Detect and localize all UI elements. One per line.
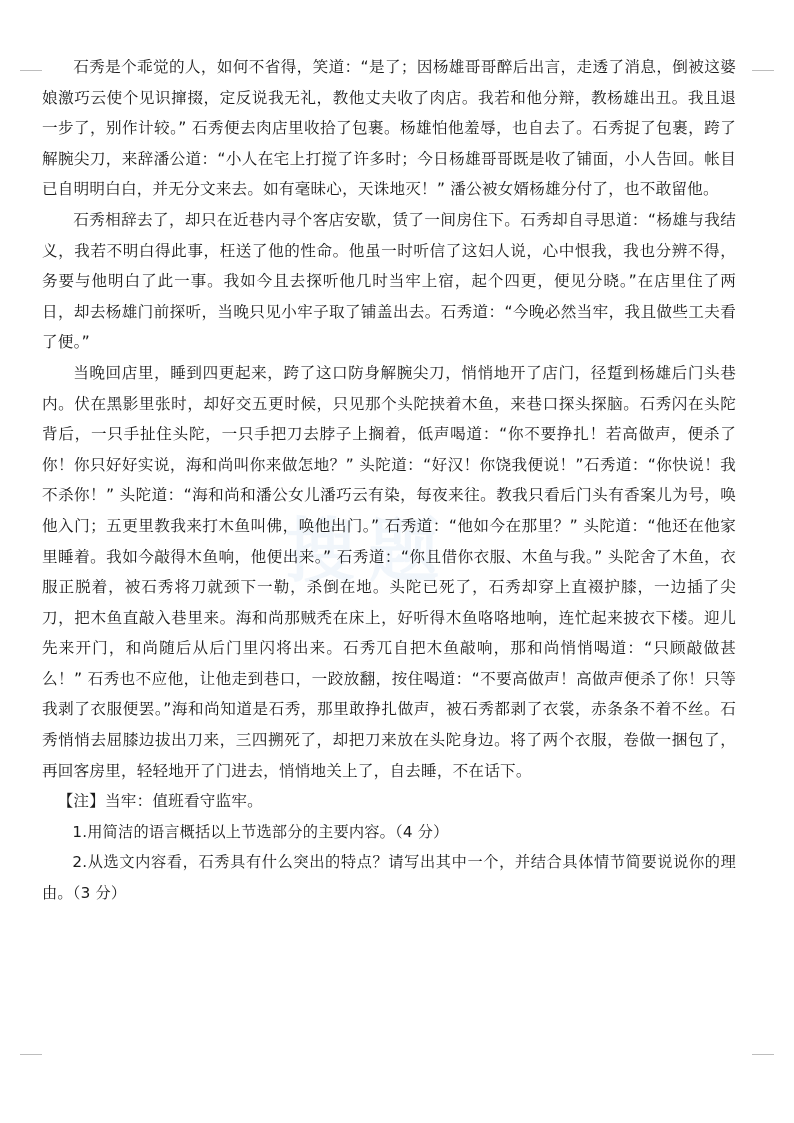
corner-mark-top-left [20,70,42,71]
document-page [42,52,736,909]
question-2: 2.从选文内容看，石秀具有什么突出的特点？请写出其中一个，并结合具体情节简要说说你的理由。（3 分） [42,853,736,903]
corner-mark-bottom-right [752,1054,774,1055]
paragraph-2: 石秀相辞去了，却只在近巷内寻个客店安歇，赁了一间房住下。石秀却自寻思道：“杨雄与我结义，我若不明白得此事，枉送了他的性命。他虽一时听信了这妇人说，心中恨我，我也分辨不得，务要与他明白了此一事。我如今且去探听他几时当牢上宿，起个四更，便见分晓。”在店里住了两日，却去杨雄门前探听，当晚只见小牢子取了铺盖出去。石秀道：“今晚必然当牢，我且做些工夫看了便。” [42,210,736,352]
annotation-note: 【注】当牢：值班看守监牢。 [57,792,263,811]
paragraph-3: 当晚回店里，睡到四更起来，跨了这口防身解腕尖刀，悄悄地开了店门，径踅到杨雄后门头巷内。伏在黑影里张时，却好交五更时候，只见那个头陀挟着木鱼，来巷口探头探脑。石秀闪在头陀背后，一只手扯住头陀，一只手把刀去脖子上搁着，低声喝道：“你不要挣扎！若高做声，便杀了你！你只好好实说，海和尚叫你来做怎地？” 头陀道：“好汉！你饶我便说！”石秀道：“你快说！我不杀你！” 头陀道：“海和尚和潘公女儿潘巧云有染，每夜来往。教我只看后门头有香案儿为号，唤他入门；五更里教我来打木鱼叫佛，唤他出门。” 石秀道：“他如今在那里？” 头陀道：“他还在他家里睡着。我如今敲得木鱼响，他便出来。” 石秀道：“你且借你衣服、木鱼与我。” 头陀舍了木鱼，衣服正脱着，被石秀将刀就颈下一勒，杀倒在地。头陀已死了，石秀却穿上直裰护膝，一边插了尖刀，把木鱼直敲入巷里来。海和尚那贼秃在床上，好听得木鱼咯咯地响，连忙起来披衣下楼。迎儿先来开门，和尚随后从后门里闪将出来。石秀兀自把木鱼敲响，那和尚悄悄喝道：“只顾敲做甚么！” 石秀也不应他，让他走到巷口，一跤放翻，按住喝道：“不要高做声！高做声便杀了你！只等我剥了衣服便罢。”海和尚知道是石秀，那里敢挣扎做声，被石秀都剥了衣裳，赤条条不着不丝。石秀悄悄去屈膝边拔出刀来，三四搠死了，却把刀来放在头陀身边。将了两个衣服，卷做一捆包了，再回客房里，轻轻地开了门进去，悄悄地关上了，自去睡，不在话下。 [42,363,736,780]
corner-mark-bottom-left [20,1054,42,1055]
watermark: 搜题 [285,510,453,592]
corner-mark-top-right [752,70,774,71]
paragraph-1: 石秀是个乖觉的人，如何不省得，笑道：“是了；因杨雄哥哥醉后出言，走透了消息，倒被这婆娘激巧云使个见识撺掇，定反说我无礼，教他丈夫收了肉店。我若和他分辩，教杨雄出丑。我且退一步了，别作计较。” 石秀便去肉店里收拾了包裹。杨雄怕他羞辱，也自去了。石秀捉了包裹，跨了解腕尖刀，来辞潘公道：“小人在宅上打搅了许多时；今日杨雄哥哥既是收了铺面，小人告回。帐目已自明明白白，并无分文来去。如有毫昧心，天诛地灭！” 潘公被女婿杨雄分付了，也不敢留他。 [42,58,736,199]
question-1: 1.用简洁的语言概括以上节选部分的主要内容。（4 分） [72,822,449,841]
